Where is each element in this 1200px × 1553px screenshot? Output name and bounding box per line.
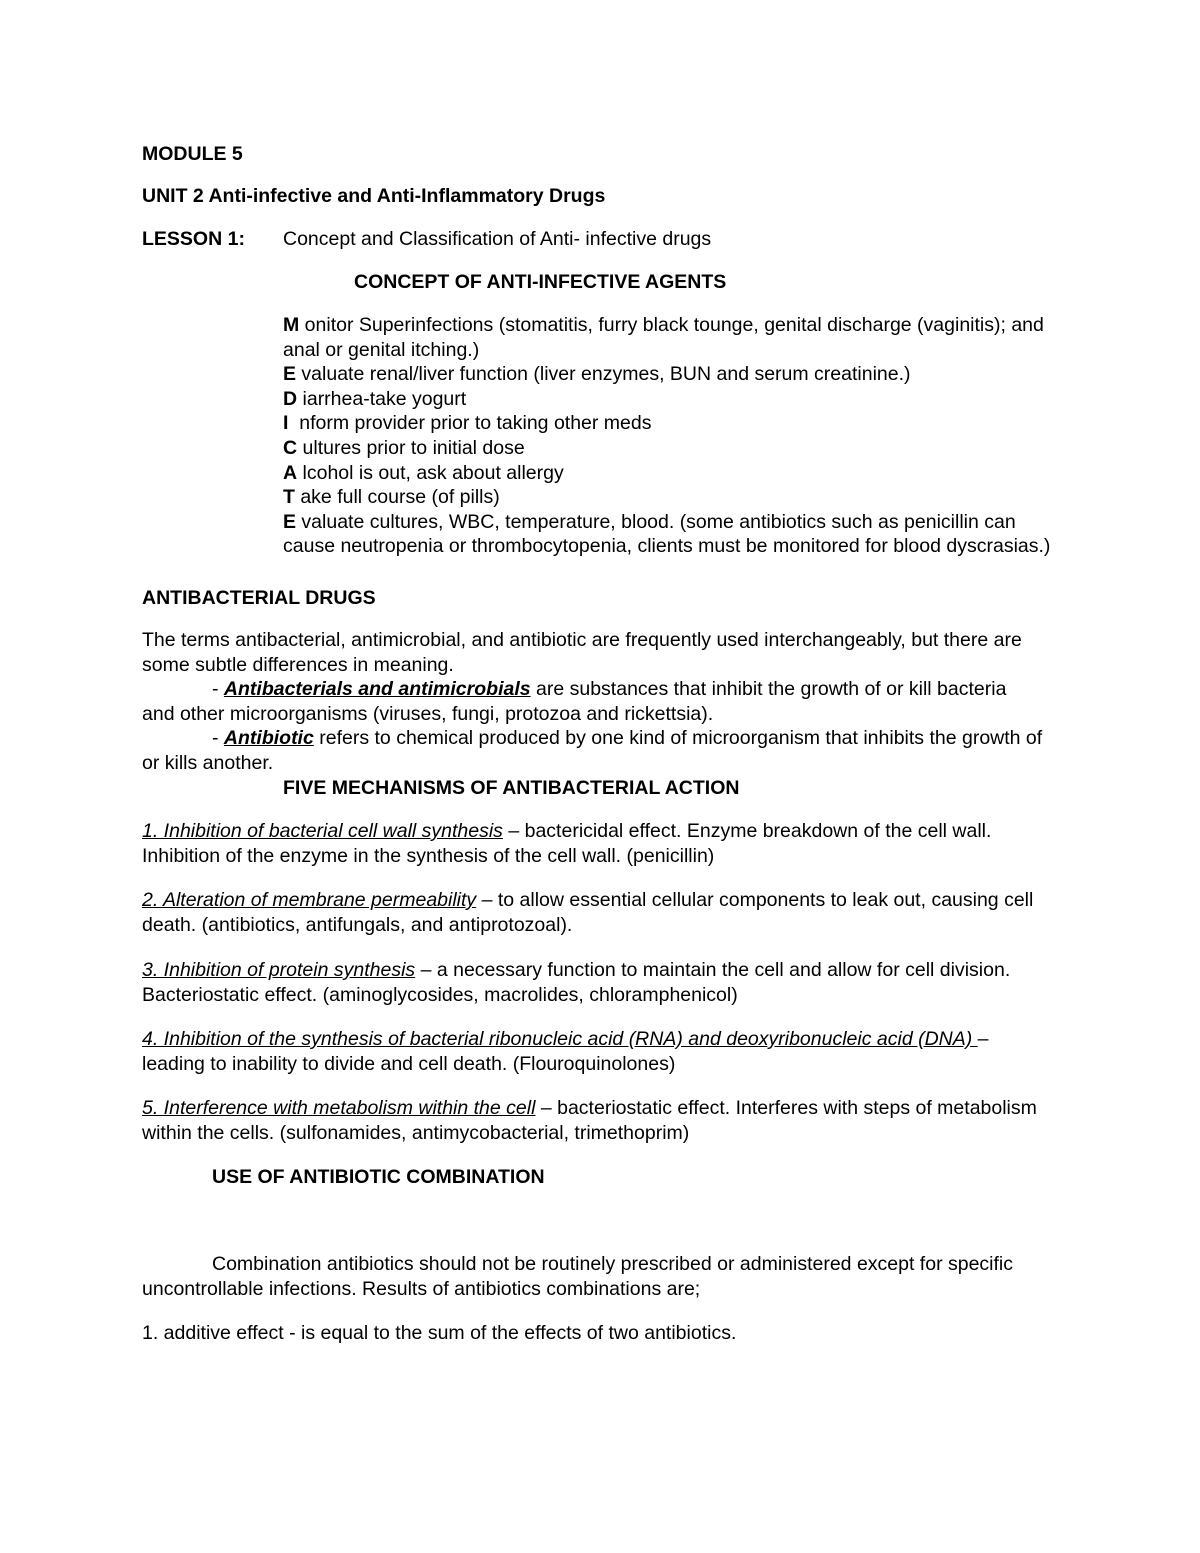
module-title: MODULE 5: [142, 143, 243, 165]
mechanism-title: 5. Interference with metabolism within the cell: [142, 1097, 536, 1119]
mechanism-title: 4. Inhibition of the synthesis of bacterial ribonucleic acid (RNA) and deoxyribonucleic acid (DNA): [142, 1028, 978, 1050]
mechanism-title: 1. Inhibition of bacterial cell wall synthesis: [142, 820, 503, 842]
concept-heading: CONCEPT OF ANTI-INFECTIVE AGENTS: [354, 271, 727, 293]
combination-heading: USE OF ANTIBIOTIC COMBINATION: [212, 1166, 545, 1188]
mechanism-item: 1. Inhibition of bacterial cell wall synthesis – bactericidal effect. Enzyme breakdown of the cell wall. Inhibition of the enzyme in the synthesis of the cell wall. (penicillin): [142, 820, 992, 867]
term-antibiotic: Antibiotic: [223, 727, 314, 749]
mechanism-title: 2. Alteration of membrane permeability: [142, 889, 477, 911]
lesson-title: Concept and Classification of Anti- infective drugs: [283, 228, 712, 250]
mechanism-item: 3. Inhibition of protein synthesis – a necessary function to maintain the cell and allow for cell division. Bacteriostatic effect. (aminoglycosides, macrolides, chloramphenicol): [142, 959, 1011, 1006]
mnemonic-item: E valuate renal/liver function (liver enzymes, BUN and serum creatinine.): [283, 363, 911, 386]
mnemonic-item: A lcohol is out, ask about allergy: [283, 461, 564, 484]
antibacterial-intro: The terms antibacterial, antimicrobial, and antibiotic are frequently used interchangeably, but there are some subtle differences in meaning.: [142, 629, 1022, 676]
mnemonic-item: I nform provider prior to taking other meds: [283, 412, 652, 435]
mnemonic-item: D iarrhea-take yogurt: [283, 387, 467, 410]
unit-title: UNIT 2 Anti-infective and Anti-Inflammatory Drugs: [142, 185, 606, 207]
mnemonic-item: E valuate cultures, WBC, temperature, blood. (some antibiotics such as penicillin can cause neutropenia or thrombocytopenia, clients must be monitored for blood dyscrasias.): [283, 510, 1051, 558]
mechanisms-heading: FIVE MECHANISMS OF ANTIBACTERIAL ACTION: [283, 777, 740, 799]
mnemonic-item: T ake full course (of pills): [283, 486, 500, 509]
combination-item: 1. additive effect - is equal to the sum of the effects of two antibiotics.: [142, 1322, 737, 1344]
mnemonic-item: C ultures prior to initial dose: [283, 436, 525, 459]
lesson-label: LESSON 1:: [142, 228, 245, 250]
mechanism-item: 2. Alteration of membrane permeability – to allow essential cellular components to leak out, causing cell death. (antibiotics, antifungals, and antiprotozoal).: [142, 889, 1034, 936]
definition-antibiotic: - Antibiotic refers to chemical produced by one kind of microorganism that inhibits the growth of or kills another.: [142, 727, 1043, 774]
mechanism-title: 3. Inhibition of protein synthesis: [142, 959, 416, 981]
mechanism-item: 5. Interference with metabolism within the cell – bacteriostatic effect. Interferes with steps of metabolism within the cells. (sulfonamides, antimycobacterial, trimethoprim): [142, 1097, 1037, 1144]
mnemonic-item: M onitor Superinfections (stomatitis, furry black tounge, genital discharge (vaginitis); and anal or genital itching.): [283, 314, 1044, 361]
term-antibacterials: Antibacterials and antimicrobials: [223, 678, 531, 700]
antibacterial-heading: ANTIBACTERIAL DRUGS: [142, 587, 376, 609]
medicate-mnemonic-list: [283, 313, 1083, 559]
mechanism-item: 4. Inhibition of the synthesis of bacterial ribonucleic acid (RNA) and deoxyribonucleic acid (DNA) – leading to inability to divide and cell death. (Flouroquinolones): [142, 1028, 989, 1075]
combination-paragraph: Combination antibiotics should not be routinely prescribed or administered except for specific uncontrollable infections. Results of antibiotics combinations are;: [142, 1253, 1014, 1300]
definition-antibacterials: - Antibacterials and antimicrobials are substances that inhibit the growth of or kill bacteria and other microorganisms (viruses, fungi, protozoa and rickettsia).: [142, 678, 1007, 725]
